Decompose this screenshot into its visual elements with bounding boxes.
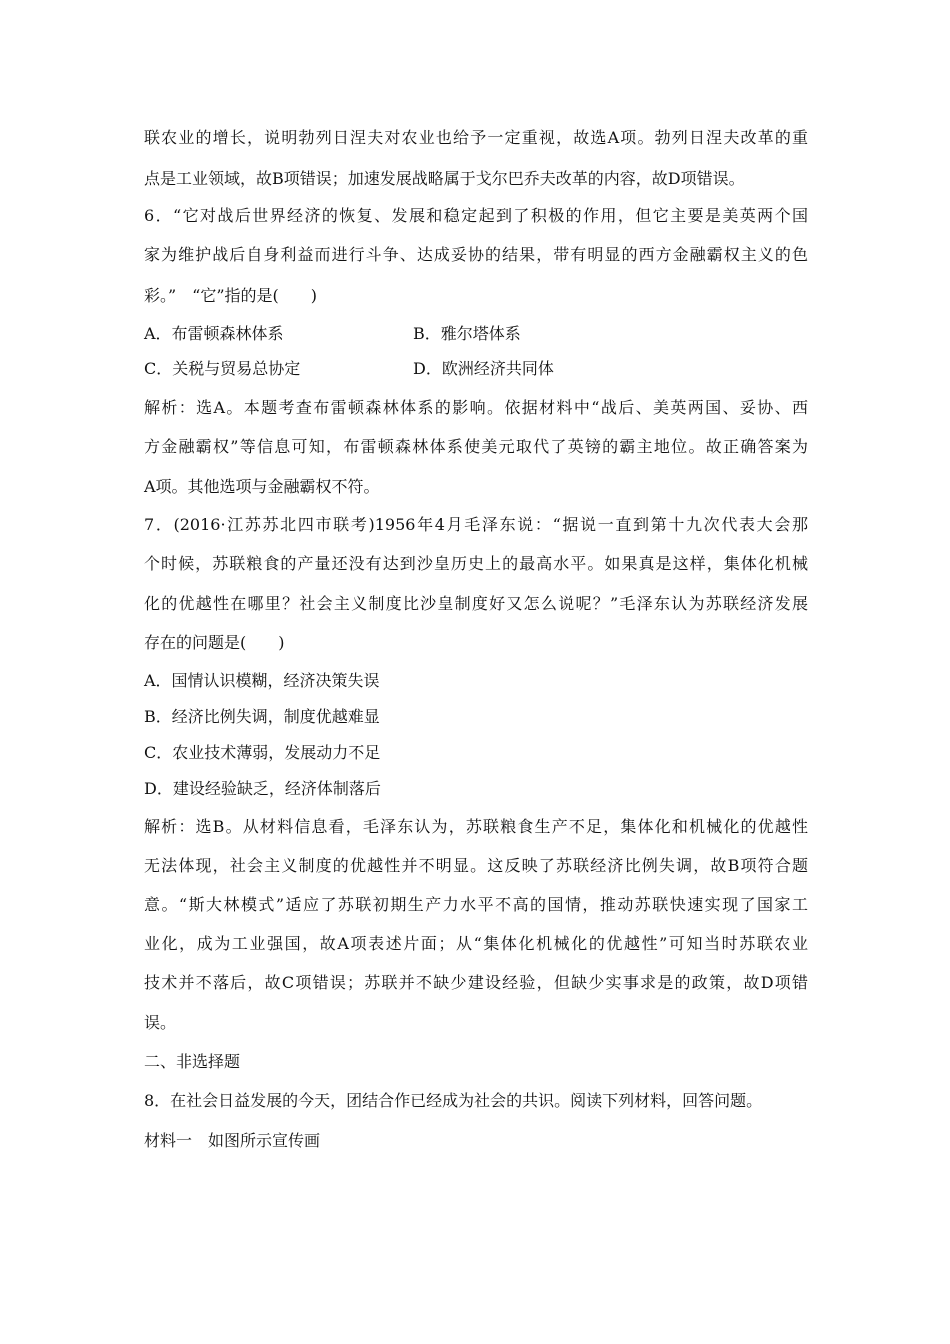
option-b: B．雅尔塔体系	[413, 324, 521, 343]
option-c: C．关税与贸易总协定	[144, 359, 301, 378]
question-7-analysis: 意。“斯大林模式”适应了苏联初期生产力水平不高的国情，推动苏联快速实现了国家工	[144, 895, 808, 914]
question-6-analysis: 解析：选A。本题考查布雷顿森林体系的影响。依据材料中“战后、美英两国、妥协、西	[144, 398, 808, 417]
option-c: C．农业技术薄弱，发展动力不足	[144, 743, 381, 762]
text-line: 点是工业领域，故B项错误；加速发展战略属于戈尔巴乔夫改革的内容，故D项错误。	[144, 169, 745, 188]
question-7-stem: 7．(2016·江苏苏北四市联考)1956年4月毛泽东说：“据说一直到第十九次代表大会那	[144, 515, 808, 534]
section-heading: 二、非选择题	[144, 1052, 241, 1071]
question-8-stem: 8．在社会日益发展的今天，团结合作已经成为社会的共识。阅读下列材料，回答问题。	[144, 1091, 763, 1110]
question-7-stem: 化的优越性在哪里？社会主义制度比沙皇制度好又怎么说呢？”毛泽东认为苏联经济发展	[144, 594, 808, 613]
question-7-stem: 个时候，苏联粮食的产量还没有达到沙皇历史上的最高水平。如果真是这样，集体化机械	[144, 554, 808, 573]
material-label: 材料一 如图所示宣传画	[144, 1131, 321, 1150]
question-7-analysis: 无法体现，社会主义制度的优越性并不明显。这反映了苏联经济比例失调，故B项符合题	[144, 856, 808, 875]
question-7-analysis: 业化，成为工业强国，故A项表述片面；从“集体化机械化的优越性”可知当时苏联农业	[144, 934, 808, 953]
question-7-analysis: 误。	[144, 1013, 177, 1032]
option-d: D．欧洲经济共同体	[413, 359, 554, 378]
option-a: A．布雷顿森林体系	[144, 324, 284, 343]
question-7-analysis: 技术并不落后，故C项错误；苏联并不缺少建设经验，但缺少实事求是的政策，故D项错	[144, 973, 808, 992]
question-6-stem: 彩。” “它”指的是( )	[144, 286, 318, 305]
question-6-stem: 6．“它对战后世界经济的恢复、发展和稳定起到了积极的作用，但它主要是美英两个国	[144, 206, 808, 225]
option-a: A．国情认识模糊，经济决策失误	[144, 671, 380, 690]
text-line: 联农业的增长，说明勃列日涅夫对农业也给予一定重视，故选A项。勃列日涅夫改革的重	[144, 128, 808, 147]
question-6-analysis: A项。其他选项与金融霸权不符。	[144, 477, 380, 496]
question-6-analysis: 方金融霸权”等信息可知，布雷顿森林体系使美元取代了英镑的霸主地位。故正确答案为	[144, 437, 808, 456]
option-b: B．经济比例失调，制度优越难显	[144, 707, 380, 726]
question-7-stem: 存在的问题是( )	[144, 633, 285, 652]
question-7-analysis: 解析：选B。从材料信息看，毛泽东认为，苏联粮食生产不足，集体化和机械化的优越性	[144, 817, 808, 836]
option-d: D．建设经验缺乏，经济体制落后	[144, 779, 381, 798]
question-6-stem: 家为维护战后自身利益而进行斗争、达成妥协的结果，带有明显的西方金融霸权主义的色	[144, 245, 808, 264]
